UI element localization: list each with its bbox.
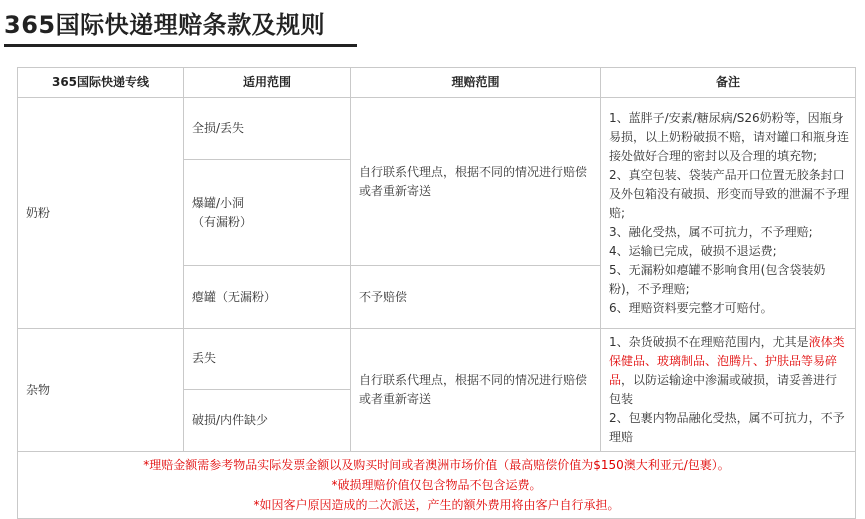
note-milk-1: 1、蓝胖子/安素/糖尿病/S26奶粉等，因瓶身易损，以上奶粉破损不赔，请对罐口和瓶身连接处做好合理的密封以及合理的填充物; — [609, 110, 850, 163]
claim-milk-dent: 不予赔偿 — [351, 266, 601, 329]
scope-lost: 丢失 — [184, 329, 351, 390]
footer-note-2: *破损理赔价值仅包含物品不包含运费。 — [331, 478, 542, 492]
note-misc-2: 2、包裹内物品融化受热，属不可抗力，不予理赔 — [609, 411, 845, 444]
claim-milk-main: 自行联系代理点，根据不同的情况进行赔偿或者重新寄送 — [351, 98, 601, 266]
scope-dented-can: 瘪罐（无漏粉） — [184, 266, 351, 329]
table-footer-row — [18, 452, 856, 519]
footer-note-3: *如因客户原因造成的二次派送，产生的额外费用将由客户自行承担。 — [253, 498, 620, 512]
header-scope: 适用范围 — [184, 68, 351, 98]
header-remarks: 备注 — [601, 68, 856, 98]
claims-table — [17, 67, 856, 519]
scope-burst-label: 爆罐/小洞 — [192, 195, 245, 210]
header-line: 365国际快递专线 — [18, 68, 184, 98]
table-header-row — [18, 68, 856, 98]
note-misc-1-prefix: 1、杂货破损不在理赔范围内，尤其是 — [609, 335, 809, 349]
footer-notes — [18, 452, 856, 519]
scope-burst-sublabel: （有漏粉） — [192, 214, 253, 229]
note-milk-3: 3、融化受热，属不可抗力，不予理赔; — [609, 224, 813, 239]
note-milk-6: 6、理赔资料要完整才可赔付。 — [609, 300, 773, 315]
note-misc-1-suffix: ，以防运输途中渗漏或破损，请妥善进行包装 — [609, 373, 838, 406]
table-row — [18, 329, 856, 390]
note-milk-2: 2、真空包装、袋装产品开口位置无胶条封口及外包箱没有破损、形变而导致的泄漏不予理赔; — [609, 167, 850, 220]
claim-misc-main: 自行联系代理点，根据不同的情况进行赔偿或者重新寄送 — [351, 329, 601, 452]
category-misc: 杂物 — [18, 329, 184, 452]
scope-damaged-missing: 破损/内件缺少 — [184, 389, 351, 451]
scope-total-loss: 全损/丢失 — [184, 98, 351, 160]
notes-milk — [601, 98, 856, 329]
notes-misc — [601, 329, 856, 452]
category-milk: 奶粉 — [18, 98, 184, 329]
table-row — [18, 98, 856, 160]
page-title: 365国际快递理赔条款及规则 — [4, 11, 326, 39]
note-milk-4: 4、运输已完成，破损不退运费; — [609, 243, 777, 258]
note-misc-1 — [609, 333, 849, 409]
title-underline — [4, 44, 357, 47]
footer-note-1: *理赔金额需参考物品实际发票金额以及购买时间或者澳洲市场价值（最高赔偿价值为$150澳大利亚元/包裹）。 — [143, 458, 730, 472]
header-claim-scope: 理赔范围 — [351, 68, 601, 98]
note-milk-5: 5、无漏粉如瘪罐不影响食用(包含袋装奶粉)，不予理赔; — [609, 262, 826, 296]
note-misc-1-fragile: 液体类保健品、玻璃制品、泡腾片、护肤品等易碎品 — [609, 335, 845, 387]
scope-burst-can — [184, 160, 351, 266]
